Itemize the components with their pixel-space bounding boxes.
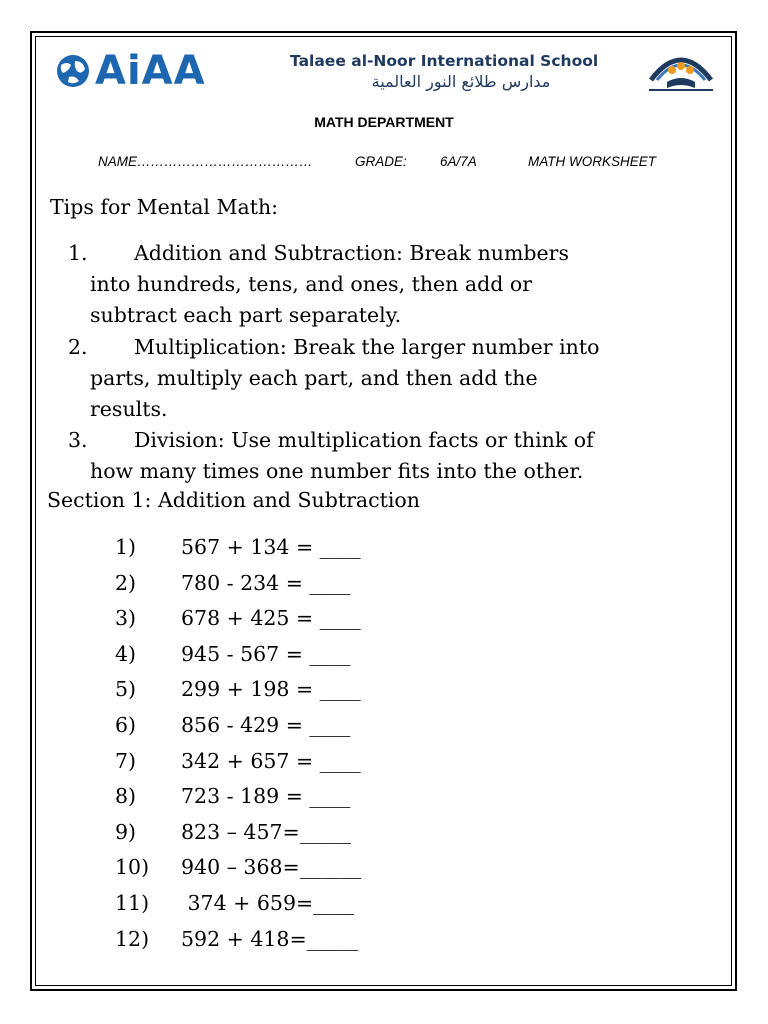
tip-item (68, 332, 728, 425)
problem-number: 4) (115, 641, 137, 666)
problem-item (115, 535, 361, 571)
tip-text: into hundreds, tens, and ones, then add or (90, 272, 533, 296)
problem-number: 2) (115, 570, 137, 595)
name-field: NAME………………………………… (98, 154, 313, 169)
globe-icon (55, 53, 91, 89)
grade-value: 6A/7A (440, 154, 477, 169)
tips-title: Tips for Mental Math: (50, 195, 279, 219)
problem-item (115, 749, 361, 785)
problem-expression: 780 - 234 = ____ (181, 570, 351, 595)
problem-list (115, 535, 361, 962)
problem-item (115, 891, 361, 927)
problem-number: 6) (115, 712, 137, 737)
tip-heading: Multiplication: (134, 335, 287, 359)
tip-heading: Addition and Subtraction: (134, 241, 403, 265)
tip-text: Break the larger number into (293, 335, 600, 359)
problem-item (115, 642, 361, 678)
tip-text: parts, multiply each part, and then add the (90, 366, 538, 390)
tip-number: 1. (68, 241, 88, 265)
tip-text: how many times one number fits into the other. (90, 459, 584, 483)
school-name-arabic: مدارس طلائع النور العالمية (371, 72, 551, 91)
problem-item (115, 927, 361, 963)
problem-expression: 823 – 457=_____ (181, 819, 351, 844)
tip-item (68, 238, 728, 331)
school-name-english: Talaee al-Noor International School (290, 52, 599, 70)
tip-number: 3. (68, 428, 88, 452)
grade-label: GRADE: (355, 154, 407, 169)
problem-number: 7) (115, 748, 137, 773)
problem-item (115, 571, 361, 607)
problem-item (115, 713, 361, 749)
problem-number: 12) (115, 926, 150, 951)
tip-text: Use multiplication facts or think of (231, 428, 594, 452)
logo-wordmark: AiAA (95, 48, 206, 94)
problem-item (115, 820, 361, 856)
tip-text: results. (90, 397, 168, 421)
school-emblem-icon (645, 46, 717, 96)
department-title: MATH DEPARTMENT (314, 114, 454, 130)
problem-expression: 342 + 657 = ____ (181, 748, 361, 773)
problem-expression: 678 + 425 = ____ (181, 606, 361, 631)
problem-item (115, 784, 361, 820)
problem-expression: 299 + 198 = ____ (181, 677, 361, 702)
problem-number: 5) (115, 677, 137, 702)
problem-expression: 592 + 418=_____ (181, 926, 358, 951)
tip-text: Break numbers (409, 241, 569, 265)
problem-number: 8) (115, 784, 137, 809)
problem-item (115, 677, 361, 713)
problem-expression: 567 + 134 = ____ (181, 535, 361, 559)
tip-heading: Division: (134, 428, 225, 452)
aiaa-logo (55, 50, 206, 92)
problem-expression: 374 + 659=____ (181, 890, 355, 915)
tip-number: 2. (68, 335, 88, 359)
worksheet-label: MATH WORKSHEET (528, 154, 656, 169)
tip-item (68, 425, 728, 487)
problem-number: 11) (115, 890, 150, 915)
problem-number: 3) (115, 606, 137, 631)
problem-item (115, 606, 361, 642)
tip-text: subtract each part separately. (90, 303, 402, 327)
problem-expression: 856 - 429 = ____ (181, 712, 351, 737)
problem-number: 1) (115, 535, 137, 559)
section-title: Section 1: Addition and Subtraction (47, 488, 420, 512)
problem-number: 10) (115, 855, 150, 880)
problem-item (115, 855, 361, 891)
problem-expression: 945 - 567 = ____ (181, 641, 351, 666)
problem-expression: 723 - 189 = ____ (181, 784, 351, 809)
problem-expression: 940 – 368=______ (181, 855, 362, 880)
problem-number: 9) (115, 819, 137, 844)
